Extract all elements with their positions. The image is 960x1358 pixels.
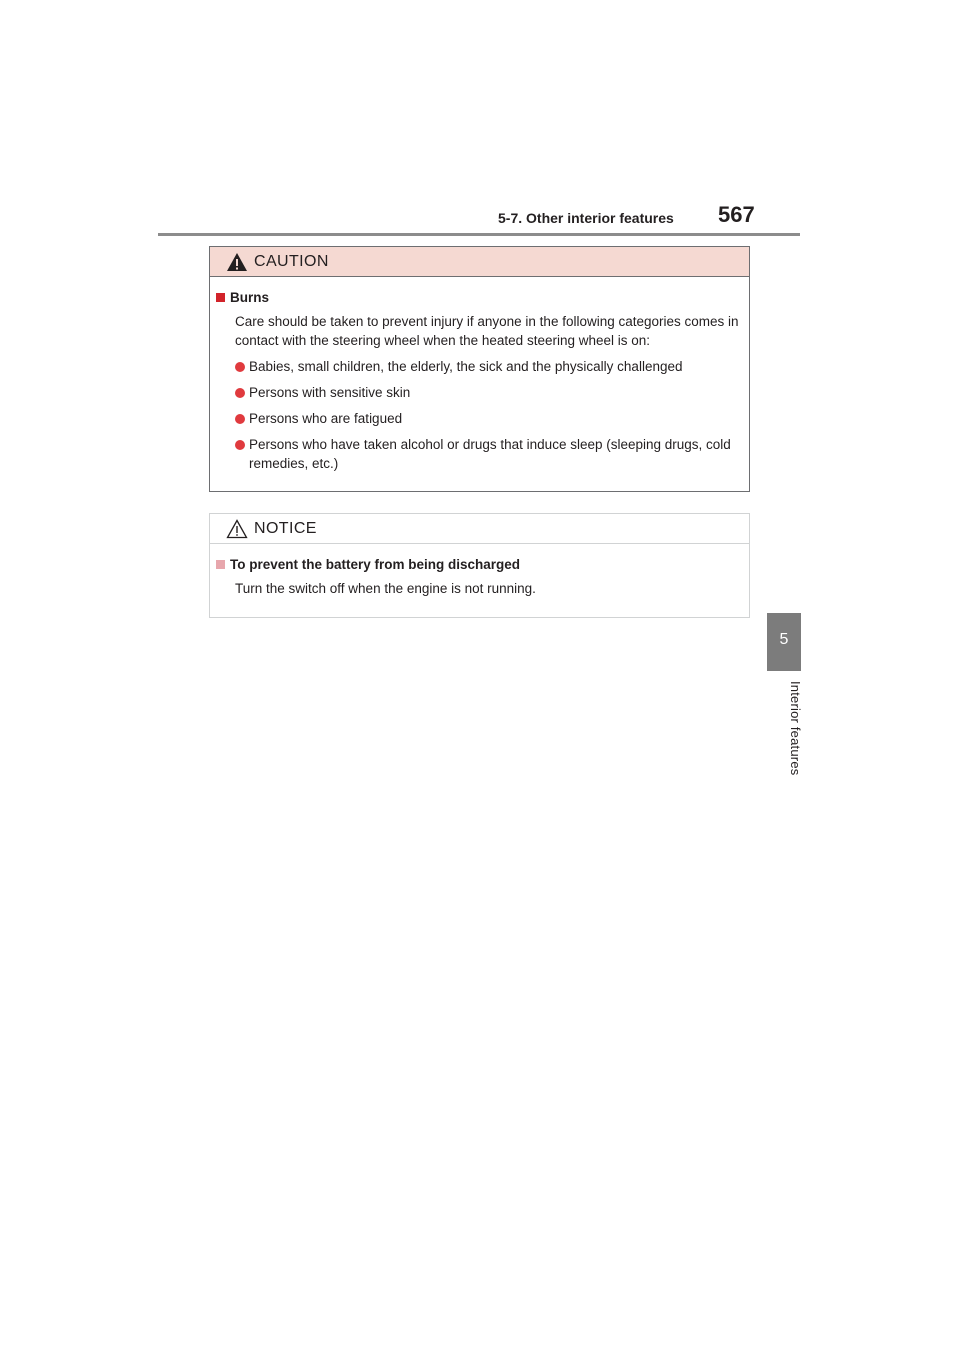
page-number: 567 bbox=[718, 202, 755, 227]
header-rule bbox=[158, 233, 800, 236]
side-tab-label: Interior features bbox=[788, 681, 803, 776]
round-bullet-icon bbox=[235, 388, 245, 398]
caution-box bbox=[209, 246, 750, 492]
warning-outline-triangle-icon bbox=[226, 519, 248, 539]
list-item bbox=[216, 357, 743, 376]
round-bullet-icon bbox=[235, 414, 245, 424]
list-item bbox=[216, 435, 743, 473]
caution-section-heading bbox=[216, 290, 743, 305]
caution-header bbox=[210, 247, 749, 277]
header-section-title: 5-7. Other interior features bbox=[498, 210, 674, 226]
bullet-text: Babies, small children, the elderly, the sick and the physically challenged bbox=[249, 359, 683, 374]
notice-paragraph: Turn the switch off when the engine is not running. bbox=[235, 581, 536, 596]
round-bullet-icon bbox=[235, 362, 245, 372]
list-item bbox=[216, 383, 743, 402]
caution-paragraph: Care should be taken to prevent injury if anyone in the following categories comes in contact with the steering wheel when the heated steering wheel is on: bbox=[235, 314, 739, 348]
caution-bullet-list bbox=[216, 357, 743, 473]
list-item bbox=[216, 409, 743, 428]
notice-title: NOTICE bbox=[254, 519, 317, 537]
notice-header bbox=[210, 514, 749, 544]
square-bullet-icon bbox=[216, 293, 225, 302]
bullet-text: Persons with sensitive skin bbox=[249, 385, 411, 400]
bullet-text: Persons who have taken alcohol or drugs that induce sleep (sleeping drugs, cold remedies, etc.) bbox=[249, 437, 731, 471]
caution-title: CAUTION bbox=[254, 252, 329, 270]
caution-section-title: Burns bbox=[230, 290, 270, 305]
notice-section-heading bbox=[216, 557, 743, 572]
round-bullet-icon bbox=[235, 440, 245, 450]
bullet-text: Persons who are fatigued bbox=[249, 411, 403, 426]
caution-body bbox=[210, 277, 749, 473]
square-bullet-icon bbox=[216, 560, 225, 569]
notice-body bbox=[210, 544, 749, 598]
warning-triangle-icon bbox=[226, 252, 248, 272]
side-tab-chapter: 5 bbox=[767, 613, 801, 671]
notice-section-title: To prevent the battery from being discharged bbox=[230, 557, 521, 572]
notice-box bbox=[209, 513, 750, 618]
